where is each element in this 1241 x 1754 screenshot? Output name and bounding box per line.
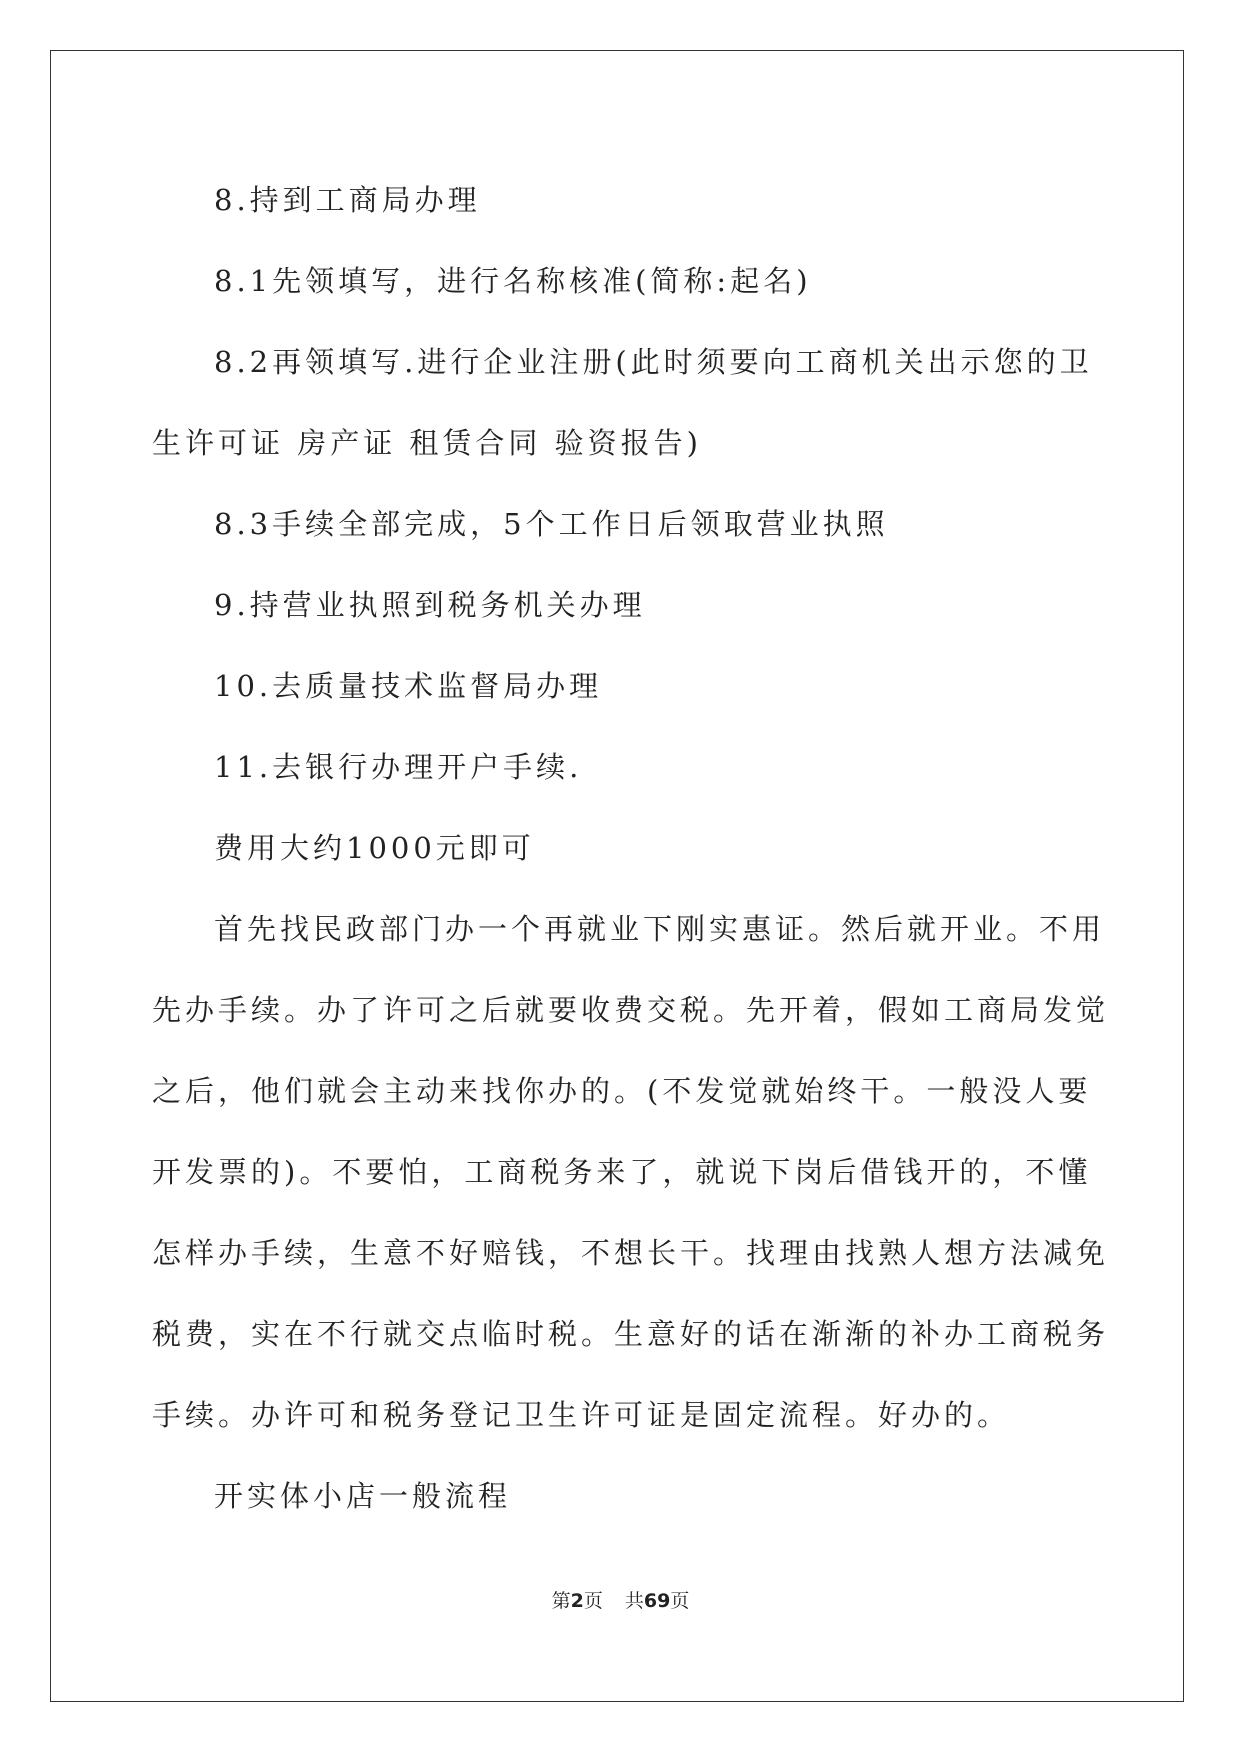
- footer-prefix: 第: [551, 1590, 571, 1612]
- footer-total-prefix: 共: [624, 1590, 644, 1612]
- total-pages-number: 69: [643, 1590, 671, 1612]
- paragraph: 8.2再领填写.进行企业注册(此时须要向工商机关出示您的卫生许可证 房产证 租赁合同 验资报告): [152, 345, 1093, 460]
- paragraph: 10.去质量技术监督局办理: [214, 669, 603, 703]
- current-page-number: 2: [570, 1590, 584, 1612]
- paragraph: 11.去银行办理开户手续.: [214, 750, 583, 784]
- paragraph: 9.持营业执照到税务机关办理: [214, 588, 646, 622]
- paragraph: 开实体小店一般流程: [214, 1479, 512, 1513]
- paragraph: 8.3手续全部完成，5个工作日后领取营业执照: [214, 507, 889, 541]
- footer-total-suffix: 页: [670, 1590, 690, 1612]
- paragraph: 首先找民政部门办一个再就业下刚实惠证。然后就开业。不用先办手续。办了许可之后就要收费交税。先开着，假如工商局发觉之后，他们就会主动来找你办的。(不发觉就始终干。一般没人要开发票的)。不要怕，工商税务来了，就说下岗后借钱开的，不懂怎样办手续，生意不好赔钱，不想长干。找理由找熟人想方法减免税费，实在不行就交点临时税。生意好的话在渐渐的补办工商税务手续。办许可和税务登记卫生许可证是固定流程。好办的。: [152, 912, 1110, 1432]
- page-footer: [0, 1586, 1241, 1613]
- paragraph: 费用大约1000元即可: [214, 831, 535, 865]
- paragraph: 8.持到工商局办理: [214, 183, 481, 217]
- footer-page-suffix: 页: [583, 1590, 603, 1612]
- paragraph: 8.1先领填写，进行名称核准(简称:起名): [214, 264, 812, 298]
- document-body: [152, 160, 1112, 1537]
